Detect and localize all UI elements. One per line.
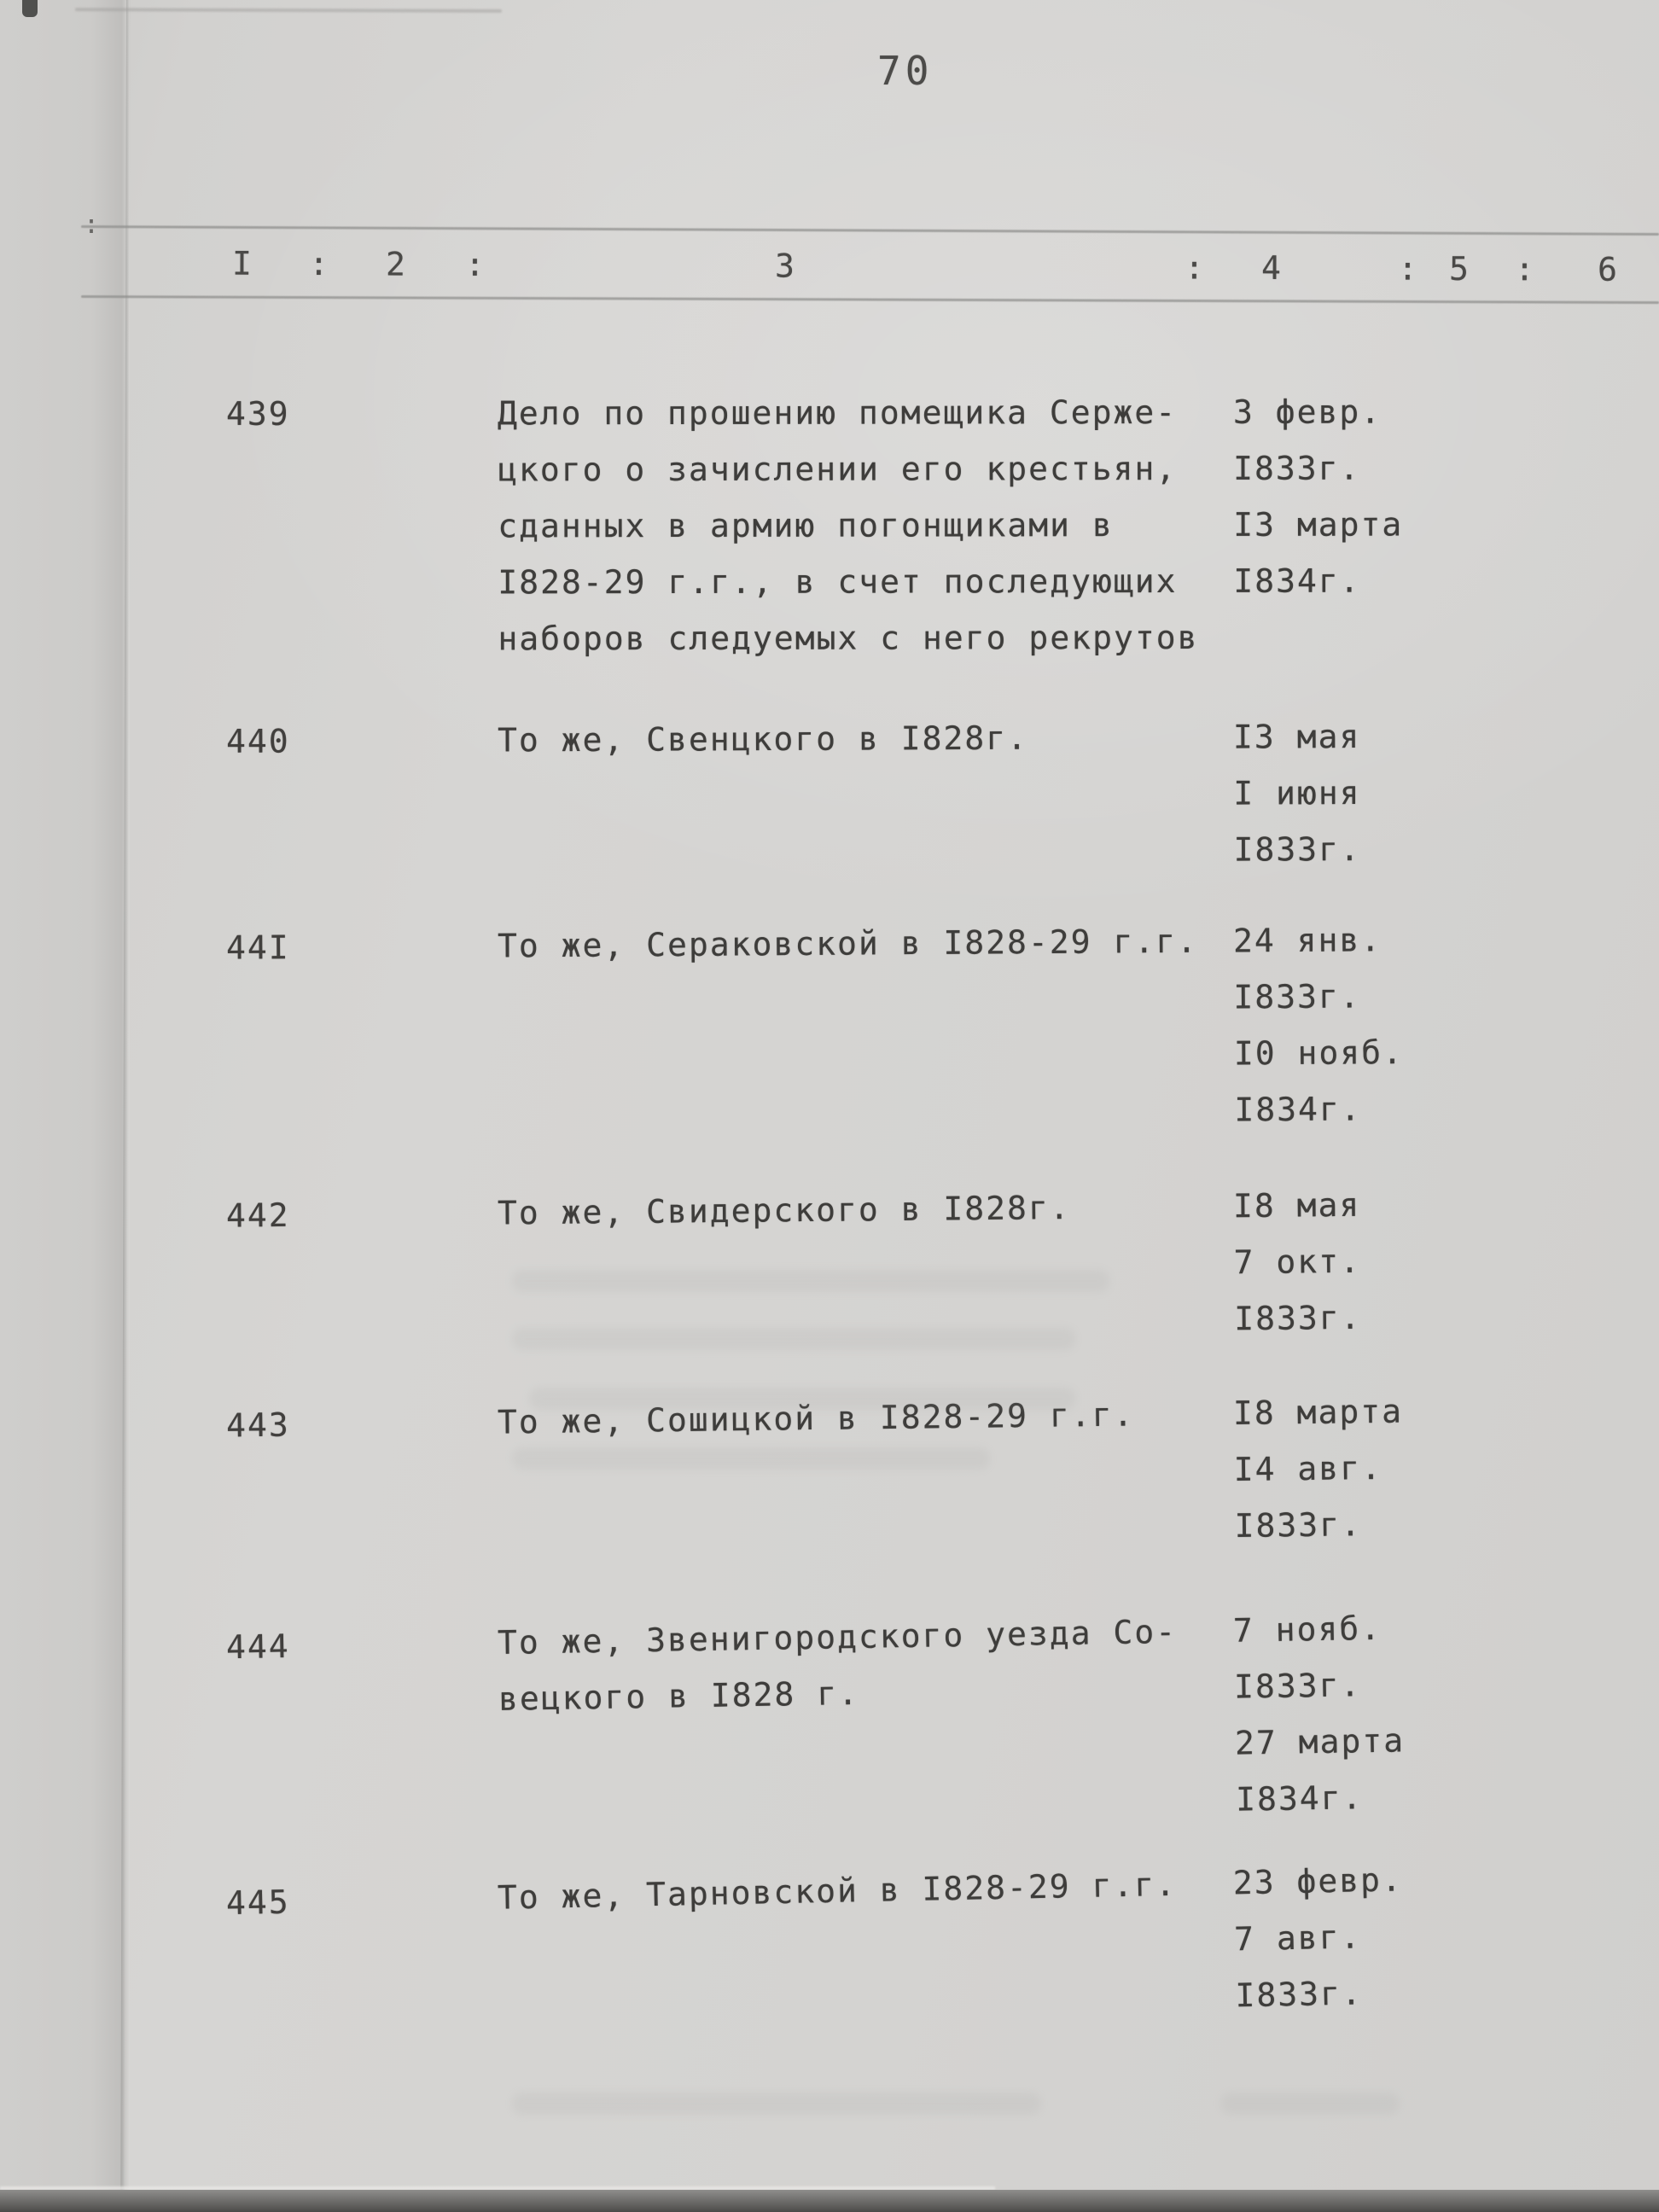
column-header-6: 6 — [1597, 250, 1619, 288]
column-header-4: 4 — [1260, 248, 1283, 288]
entry-number: 444 — [225, 1627, 291, 1667]
column-separator: : — [1514, 250, 1536, 288]
entry-number: 442 — [225, 1196, 290, 1235]
column-header-1: I — [231, 244, 253, 282]
entry-number: 445 — [225, 1883, 291, 1923]
entry-dates: I3 мая I июня I833г. — [1232, 718, 1361, 869]
entry-description: То же, Свенцкого в I828г. — [497, 719, 1029, 760]
column-header-2: 2 — [385, 245, 407, 283]
table-rule-top — [81, 225, 1659, 236]
entry-number: 439 — [225, 394, 290, 433]
table-row — [0, 383, 1659, 658]
bleedthrough-smudge — [1220, 2093, 1400, 2115]
bleedthrough-smudge — [512, 1447, 990, 1470]
entry-description: Дело по прошению помещика Серже- цкого о зачислении его крестьян, сданных в армию погонщиками в I828-29 г.г., в счет последующих наборов следуемых с него рекрутов — [497, 393, 1199, 658]
top-scan-edge-line — [75, 8, 502, 13]
entry-description: То же, Тарновской в I828-29 г.г. — [497, 1865, 1178, 1917]
column-separator: : — [1397, 249, 1419, 288]
entry-dates: I8 марта I4 авг. I833г. — [1232, 1392, 1404, 1545]
table-column-header-row — [0, 243, 1659, 293]
entry-description: То же, Свидерского в I828г. — [497, 1189, 1071, 1232]
table-row — [0, 707, 1659, 869]
entry-description: То же, Звенигородского уезда Со- вецкого в I828 г. — [497, 1612, 1178, 1718]
bleedthrough-smudge — [529, 1388, 1075, 1410]
page-fold-shadow — [0, 0, 130, 2212]
table-row — [0, 1846, 1658, 2015]
bleedthrough-smudge — [512, 1328, 1075, 1350]
page-number: 70 — [877, 48, 934, 94]
entry-number: 44I — [225, 928, 290, 967]
column-separator: : — [308, 245, 330, 283]
entry-description: То же, Сераковской в I828-29 г.г. — [497, 922, 1199, 965]
column-header-5: 5 — [1448, 249, 1470, 288]
entry-number: 443 — [225, 1406, 290, 1445]
entry-dates: 3 февр. I833г. I3 марта I834г. — [1232, 393, 1404, 600]
bleedthrough-smudge — [512, 2093, 1041, 2115]
column-separator: : — [1184, 248, 1206, 287]
entry-description: То же, Сошицкой в I828-29 г.г. — [497, 1395, 1135, 1441]
entry-dates: 7 нояб. I833г. 27 марта I834г. — [1232, 1609, 1406, 1819]
entry-dates: 24 янв. I833г. I0 нояб. I834г. — [1232, 921, 1405, 1129]
entry-dates: I8 мая 7 окт. I833г. — [1232, 1185, 1362, 1338]
column-separator: : — [464, 245, 486, 283]
table-row — [0, 1595, 1658, 1819]
entry-number: 440 — [225, 722, 290, 760]
scan-corner-mark — [22, 0, 38, 17]
column-header-3: 3 — [774, 247, 796, 285]
entry-dates: 23 февр. 7 авг. I833г. — [1232, 1860, 1404, 2015]
bottom-scan-edge — [0, 2190, 1659, 2212]
table-row — [0, 1173, 1659, 1338]
bleedthrough-smudge — [512, 1270, 1109, 1292]
table-row — [0, 910, 1659, 1129]
table-rule-bottom — [81, 295, 1659, 304]
